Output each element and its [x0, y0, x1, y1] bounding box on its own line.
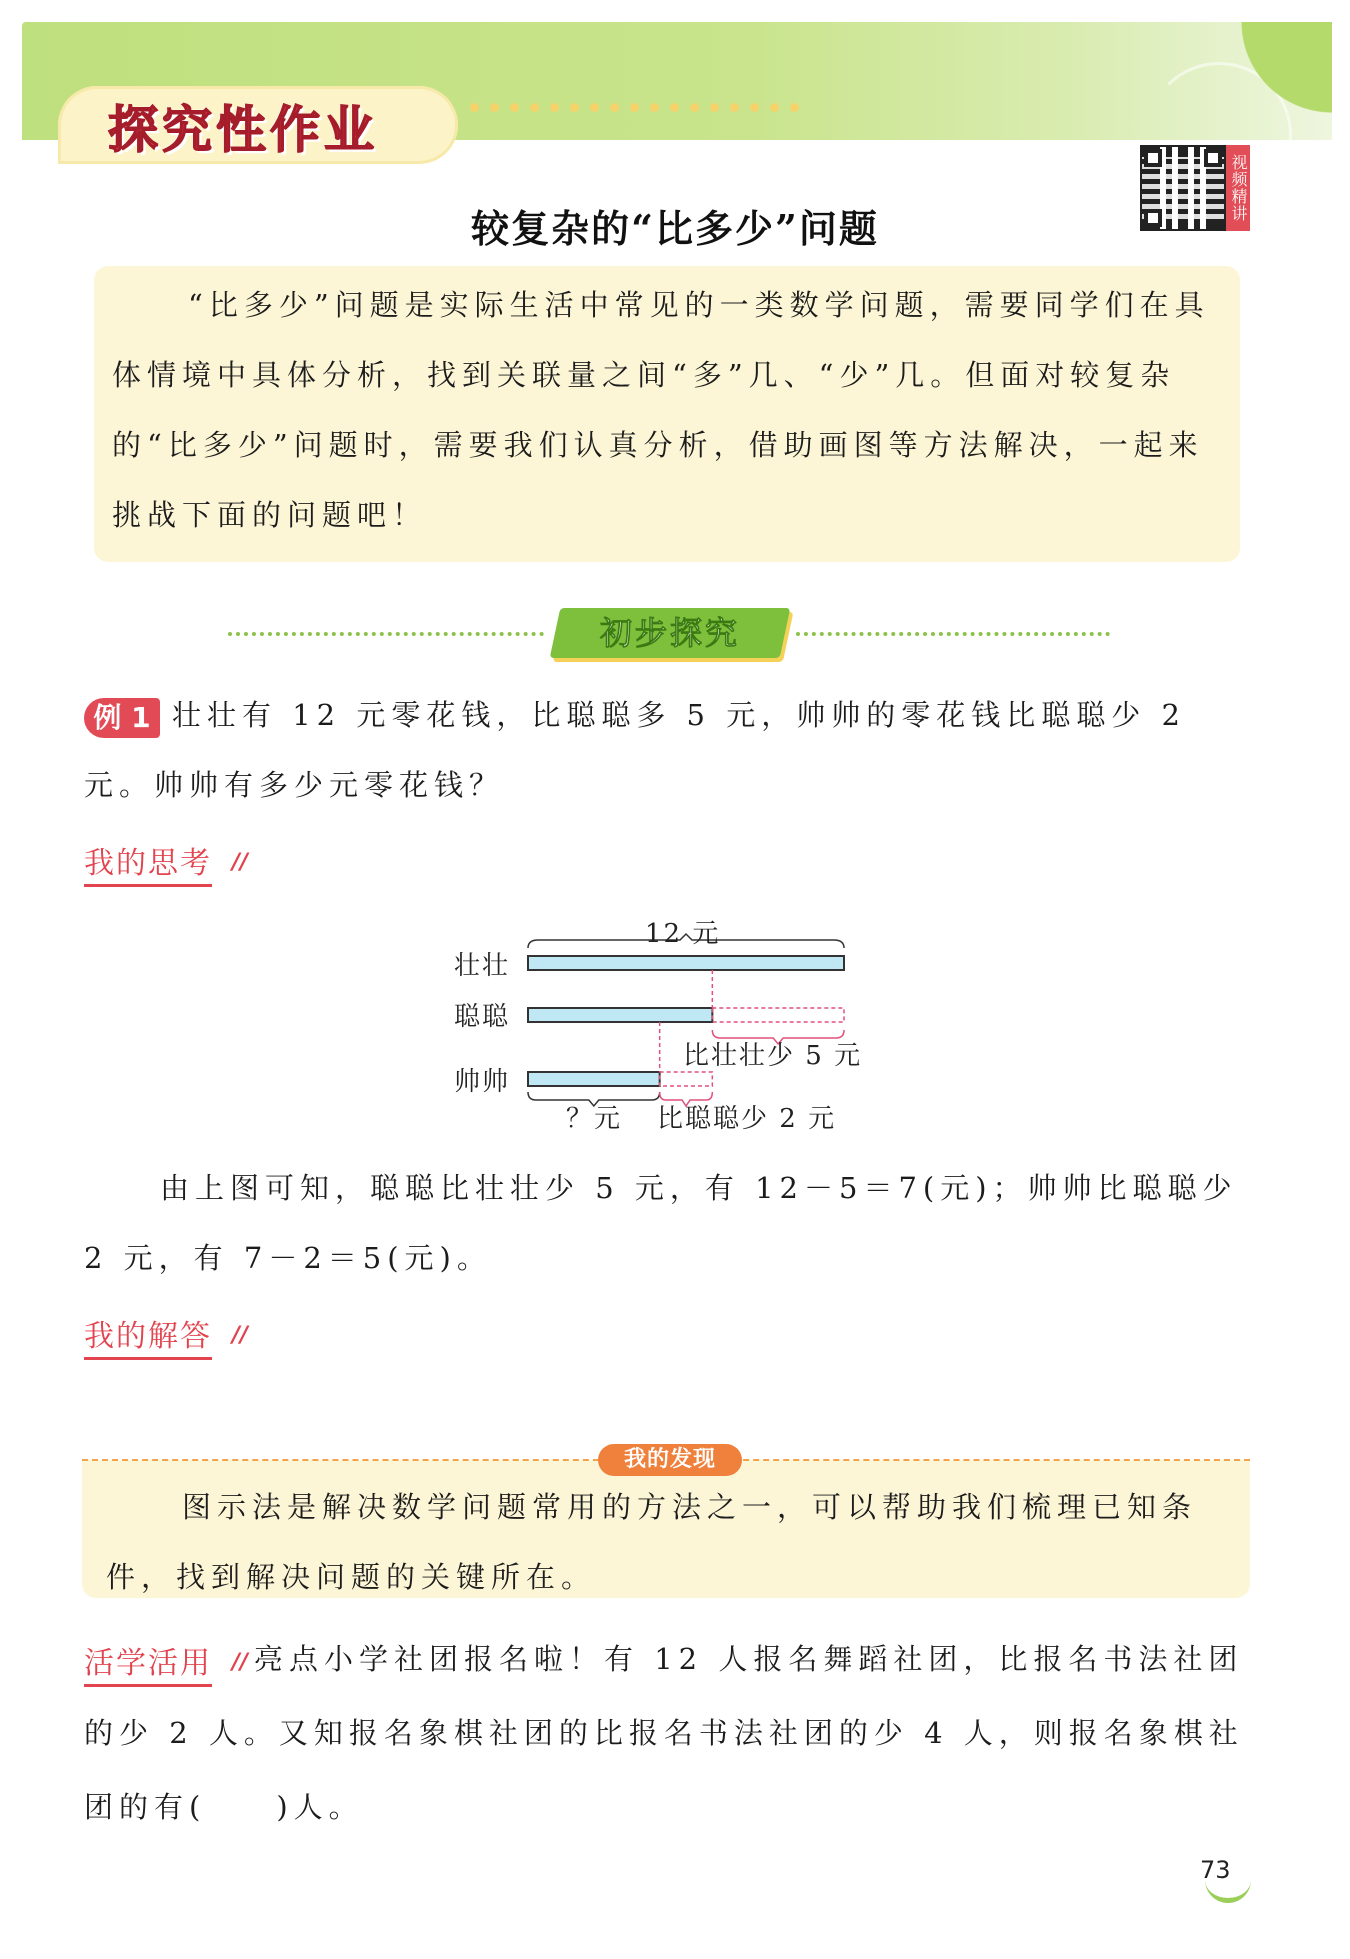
practice-text: 亮点小学社团报名啦！有 12 人报名舞蹈社团，比报名书法社团的少 2 人。又知报名象棋社团的比报名书法社团的少 4 人，则报名象棋社团的有( )人。 — [84, 1642, 1244, 1824]
diagram-row-label: 壮壮 — [454, 951, 511, 981]
answer-heading: 我的解答 — [84, 1311, 212, 1360]
discovery-text: 图示法是解决数学问题常用的方法之一，可以帮助我们梳理已知条件，找到解决问题的关键所在。 — [106, 1490, 1198, 1594]
diagram-row-label: 帅帅 — [454, 1067, 511, 1097]
heading-mark: // — [232, 1323, 249, 1348]
analysis-text: 由上图可知，聪聪比壮壮少 5 元，有 12－5＝7(元)；帅帅比聪聪少 2 元，有 7－2＝5(元)。 — [84, 1171, 1238, 1275]
diagram-row-label: 聪聪 — [454, 1002, 511, 1032]
discovery-badge: 我的发现 — [598, 1444, 742, 1476]
diagram-bar — [528, 1008, 712, 1022]
page-number: 73 — [1200, 1856, 1231, 1884]
header-title: 探究性作业 — [108, 101, 378, 159]
diagram-dashed-extension — [712, 1008, 844, 1022]
diagram-diff2-label: 比聪聪少 2 元 — [657, 1104, 837, 1134]
diagram-bar — [528, 1072, 660, 1086]
lesson-title: 较复杂的“比多少”问题 — [471, 206, 879, 251]
heading-mark: // — [232, 850, 249, 875]
diagram-bar — [528, 956, 844, 970]
intro-text: “比多少”问题是实际生活中常见的一类数学问题，需要同学们在具体情境中具体分析，找到关联量之间“多”几、“少”几。但面对较复杂的“比多少”问题时，需要我们认真分析，借助画图等方法解决，一起来挑战下面的问题吧！ — [112, 288, 1210, 532]
practice-heading: 活学活用 — [84, 1638, 212, 1687]
diagram-diff1-label: 比壮壮少 5 元 — [683, 1041, 863, 1071]
diagram-dashed-extension — [660, 1072, 713, 1086]
section-label: 初步探究 — [599, 614, 740, 652]
example-label: 例 1 — [84, 698, 160, 738]
diagram-top-label: 12 元 — [645, 919, 721, 949]
video-tag: 视频精讲 — [1226, 145, 1250, 231]
thinking-heading: 我的思考 — [84, 838, 212, 887]
heading-mark: // — [232, 1650, 249, 1675]
diagram-question-label: ？元 — [566, 1104, 623, 1134]
example-text: 壮壮有 12 元零花钱，比聪聪多 5 元，帅帅的零花钱比聪聪少 2 元。帅帅有多少元零花钱？ — [84, 698, 1186, 802]
